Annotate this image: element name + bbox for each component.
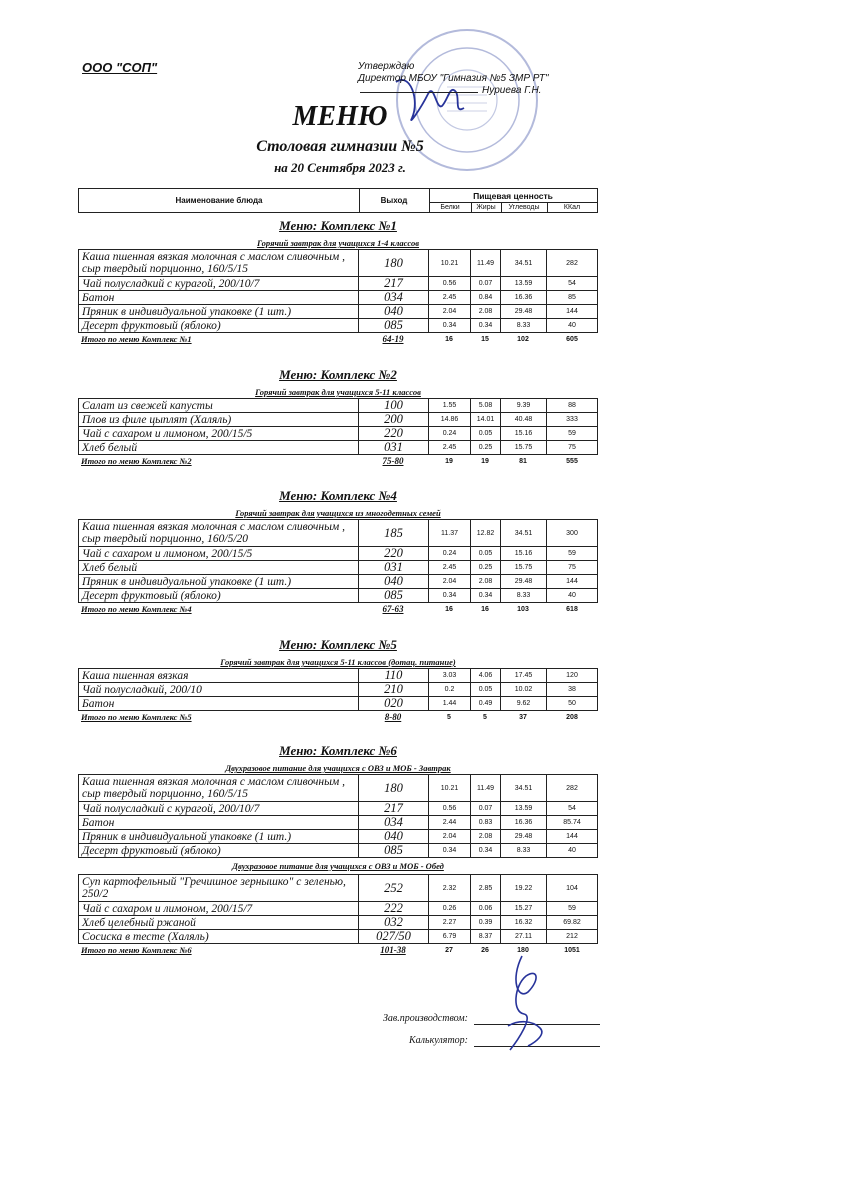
dish-kcal: 59 bbox=[568, 550, 576, 557]
dish-table bbox=[78, 249, 598, 333]
dish-fat: 0.25 bbox=[471, 441, 501, 454]
dish-protein: 10.21 bbox=[429, 775, 471, 801]
table-row bbox=[79, 775, 597, 802]
total-carbs: 102 bbox=[517, 335, 529, 343]
dish-carbs: 8.33 bbox=[501, 589, 547, 602]
dish-kcal: 40 bbox=[568, 322, 576, 329]
complex-5-section bbox=[78, 637, 598, 723]
total-kcal: 618 bbox=[566, 605, 578, 613]
menu-date: на 20 Сентября 2023 г. bbox=[274, 160, 406, 175]
dish-protein: 1.55 bbox=[429, 399, 471, 412]
dish-output: 032 bbox=[359, 916, 429, 929]
dish-carbs: 15.75 bbox=[501, 561, 547, 574]
dish-protein: 2.04 bbox=[429, 305, 471, 318]
dish-name: Суп картофельный "Гречишное зернышко" с зеленью, 250/2 bbox=[79, 875, 359, 901]
total-carbs: 37 bbox=[519, 713, 527, 721]
dish-name: Салат из свежей капусты bbox=[79, 399, 359, 412]
dish-kcal: 144 bbox=[566, 833, 578, 840]
complex-title: Меню: Комплекс №2 bbox=[279, 367, 397, 382]
table-row bbox=[79, 399, 597, 413]
total-fat: 19 bbox=[481, 457, 489, 465]
dish-name: Плов из филе цыплят (Халяль) bbox=[79, 413, 359, 426]
dish-protein: 2.44 bbox=[429, 816, 471, 829]
total-output: 8-80 bbox=[384, 712, 402, 722]
total-protein: 16 bbox=[445, 605, 453, 613]
table-row bbox=[79, 816, 597, 830]
total-output: 75-80 bbox=[382, 456, 404, 466]
dish-fat: 0.07 bbox=[471, 277, 501, 290]
dish-kcal: 40 bbox=[568, 592, 576, 599]
dish-carbs: 16.36 bbox=[501, 816, 547, 829]
production-signature bbox=[488, 950, 558, 1060]
dish-output: 085 bbox=[359, 319, 429, 332]
complex-4-section bbox=[78, 488, 598, 615]
dish-output: 031 bbox=[359, 441, 429, 454]
dish-kcal: 85.74 bbox=[563, 819, 581, 826]
dish-output: 185 bbox=[359, 520, 429, 546]
dish-name: Каша пшенная вязкая молочная с маслом сливочным , сыр твердый порционно, 160/5/20 bbox=[79, 520, 359, 546]
dish-name: Батон bbox=[79, 291, 359, 304]
dish-fat: 2.08 bbox=[471, 305, 501, 318]
dish-name: Каша пшенная вязкая молочная с маслом сливочным , сыр твердый порционно, 160/5/15 bbox=[79, 250, 359, 276]
dish-carbs: 8.33 bbox=[501, 844, 547, 857]
dish-fat: 0.39 bbox=[471, 916, 501, 929]
organization-name: ООО "СОП" bbox=[82, 60, 158, 75]
dish-fat: 0.05 bbox=[471, 547, 501, 560]
dish-protein: 0.56 bbox=[429, 802, 471, 815]
dish-fat: 2.08 bbox=[471, 830, 501, 843]
dish-name: Хлеб белый bbox=[79, 561, 359, 574]
production-head-label: Зав.производством: bbox=[382, 1013, 468, 1024]
dish-fat: 5.08 bbox=[471, 399, 501, 412]
dish-name: Чай с сахаром и лимоном, 200/15/5 bbox=[79, 547, 359, 560]
dish-output: 040 bbox=[359, 575, 429, 588]
dish-output: 210 bbox=[359, 683, 429, 696]
dish-kcal: 54 bbox=[568, 280, 576, 287]
dish-kcal: 59 bbox=[568, 430, 576, 437]
table-row bbox=[79, 930, 597, 944]
dish-output: 217 bbox=[359, 802, 429, 815]
dish-output: 085 bbox=[359, 589, 429, 602]
table-row bbox=[79, 291, 597, 305]
signature-line bbox=[360, 92, 478, 93]
total-protein: 16 bbox=[445, 335, 453, 343]
dish-table bbox=[78, 874, 598, 944]
total-fat: 16 bbox=[481, 605, 489, 613]
dish-kcal: 212 bbox=[566, 933, 578, 940]
dish-kcal: 282 bbox=[566, 259, 578, 267]
dish-name: Чай с сахаром и лимоном, 200/15/5 bbox=[79, 427, 359, 440]
meal-subtitle: Горячий завтрак для учащихся 5-11 классов bbox=[255, 387, 421, 397]
total-label: Итого по меню Комплекс №4 bbox=[81, 604, 192, 614]
page-title: МЕНЮ bbox=[292, 101, 388, 132]
total-label: Итого по меню Комплекс №6 bbox=[81, 945, 192, 955]
approval-signer: Нуриева Г.Н. bbox=[482, 85, 542, 96]
column-header-fat: Жиры bbox=[471, 202, 502, 212]
dish-protein: 2.04 bbox=[429, 575, 471, 588]
dish-kcal: 40 bbox=[568, 847, 576, 854]
dish-table bbox=[78, 398, 598, 455]
dish-output: 100 bbox=[359, 399, 429, 412]
dish-name: Десерт фруктовый (яблоко) bbox=[79, 844, 359, 857]
complex-title: Меню: Комплекс №4 bbox=[279, 488, 397, 503]
dish-protein: 2.32 bbox=[429, 875, 471, 901]
dish-carbs: 8.33 bbox=[501, 319, 547, 332]
total-kcal: 555 bbox=[566, 457, 578, 465]
dish-protein: 0.24 bbox=[429, 547, 471, 560]
dish-output: 040 bbox=[359, 830, 429, 843]
total-kcal: 605 bbox=[566, 335, 578, 343]
dish-protein: 0.34 bbox=[429, 844, 471, 857]
dish-kcal: 104 bbox=[566, 884, 578, 892]
table-row bbox=[79, 319, 597, 333]
column-header-nutrition-group bbox=[429, 189, 597, 212]
dish-protein: 2.45 bbox=[429, 441, 471, 454]
table-row bbox=[79, 844, 597, 858]
dish-fat: 2.85 bbox=[471, 875, 501, 901]
dish-carbs: 13.59 bbox=[501, 802, 547, 815]
dish-fat: 2.08 bbox=[471, 575, 501, 588]
dish-output: 180 bbox=[359, 775, 429, 801]
table-row bbox=[79, 697, 597, 711]
dish-name: Хлеб белый bbox=[79, 441, 359, 454]
dish-name: Сосиска в тесте (Халяль) bbox=[79, 930, 359, 943]
dish-name: Пряник в индивидуальной упаковке (1 шт.) bbox=[79, 575, 359, 588]
dish-carbs: 34.51 bbox=[501, 520, 547, 546]
dish-carbs: 9.62 bbox=[501, 697, 547, 710]
dish-kcal: 75 bbox=[568, 564, 576, 571]
dish-fat: 0.34 bbox=[471, 319, 501, 332]
dish-output: 110 bbox=[359, 669, 429, 682]
total-kcal: 1051 bbox=[564, 946, 580, 954]
column-header-protein: Белки bbox=[429, 202, 472, 212]
dish-output: 252 bbox=[359, 875, 429, 901]
dish-fat: 11.49 bbox=[471, 775, 501, 801]
column-header-name: Наименование блюда bbox=[79, 189, 360, 212]
total-row bbox=[78, 455, 598, 467]
column-header-output: Выход bbox=[359, 189, 430, 212]
dish-kcal: 120 bbox=[566, 672, 578, 679]
dish-name: Десерт фруктовый (яблоко) bbox=[79, 319, 359, 332]
dish-kcal: 85 bbox=[568, 294, 576, 301]
dish-carbs: 27.11 bbox=[501, 930, 547, 943]
dish-output: 220 bbox=[359, 547, 429, 560]
table-row bbox=[79, 902, 597, 916]
meal-subtitle: Двухразовое питание для учащихся с ОВЗ и МОБ - Обед bbox=[232, 861, 444, 871]
dish-output: 034 bbox=[359, 816, 429, 829]
total-row bbox=[78, 711, 598, 723]
dish-output: 020 bbox=[359, 697, 429, 710]
dish-protein: 2.04 bbox=[429, 830, 471, 843]
dish-output: 180 bbox=[359, 250, 429, 276]
dish-name: Десерт фруктовый (яблоко) bbox=[79, 589, 359, 602]
dish-carbs: 15.16 bbox=[501, 427, 547, 440]
dish-fat: 0.06 bbox=[471, 902, 501, 915]
meal-subtitle: Горячий завтрак для учащихся 5-11 классов (дотац. питание) bbox=[220, 657, 456, 667]
dish-protein: 0.26 bbox=[429, 902, 471, 915]
table-row bbox=[79, 277, 597, 291]
table-row bbox=[79, 589, 597, 603]
dish-protein: 11.37 bbox=[429, 520, 471, 546]
dish-kcal: 144 bbox=[566, 578, 578, 585]
total-carbs: 81 bbox=[519, 457, 527, 465]
dish-carbs: 34.51 bbox=[501, 250, 547, 276]
table-row bbox=[79, 547, 597, 561]
dish-protein: 0.34 bbox=[429, 589, 471, 602]
dish-output: 031 bbox=[359, 561, 429, 574]
approval-block bbox=[358, 61, 549, 97]
total-kcal: 208 bbox=[566, 713, 578, 721]
dish-fat: 0.49 bbox=[471, 697, 501, 710]
dish-name: Каша пшенная вязкая bbox=[79, 669, 359, 682]
dish-kcal: 144 bbox=[566, 308, 578, 315]
table-row bbox=[79, 875, 597, 902]
dish-protein: 14.86 bbox=[429, 413, 471, 426]
total-label: Итого по меню Комплекс №2 bbox=[81, 456, 192, 466]
dish-fat: 0.83 bbox=[471, 816, 501, 829]
total-row bbox=[78, 603, 598, 615]
dish-protein: 2.45 bbox=[429, 291, 471, 304]
total-fat: 26 bbox=[481, 946, 489, 954]
total-protein: 5 bbox=[447, 713, 451, 721]
table-row bbox=[79, 441, 597, 455]
dish-protein: 0.2 bbox=[429, 683, 471, 696]
table-row bbox=[79, 802, 597, 816]
total-output: 101-38 bbox=[380, 945, 406, 955]
dish-protein: 6.79 bbox=[429, 930, 471, 943]
dish-fat: 0.34 bbox=[471, 589, 501, 602]
dish-table bbox=[78, 519, 598, 603]
table-row bbox=[79, 683, 597, 697]
complex-title: Меню: Комплекс №1 bbox=[279, 218, 397, 233]
dish-kcal: 75 bbox=[568, 444, 576, 451]
dish-kcal: 50 bbox=[568, 700, 576, 707]
dish-fat: 0.25 bbox=[471, 561, 501, 574]
table-row bbox=[79, 830, 597, 844]
dish-protein: 10.21 bbox=[429, 250, 471, 276]
column-header-nutrition: Пищевая ценность bbox=[429, 189, 597, 203]
page-subtitle: Столовая гимназии №5 bbox=[256, 138, 424, 155]
dish-protein: 0.34 bbox=[429, 319, 471, 332]
dish-output: 034 bbox=[359, 291, 429, 304]
dish-carbs: 13.59 bbox=[501, 277, 547, 290]
column-header-carbs: Углеводы bbox=[501, 202, 548, 212]
dish-name: Пряник в индивидуальной упаковке (1 шт.) bbox=[79, 830, 359, 843]
dish-table bbox=[78, 774, 598, 858]
dish-carbs: 34.51 bbox=[501, 775, 547, 801]
table-row bbox=[79, 305, 597, 319]
table-row bbox=[79, 250, 597, 277]
dish-carbs: 40.48 bbox=[501, 413, 547, 426]
dish-protein: 2.27 bbox=[429, 916, 471, 929]
complex-title: Меню: Комплекс №5 bbox=[279, 637, 397, 652]
dish-kcal: 333 bbox=[566, 416, 578, 423]
dish-fat: 0.05 bbox=[471, 683, 501, 696]
meal-subtitle: Горячий завтрак для учащихся 1-4 классов bbox=[256, 238, 420, 248]
dish-fat: 0.07 bbox=[471, 802, 501, 815]
table-row bbox=[79, 520, 597, 547]
dish-name: Чай полусладкий с курагой, 200/10/7 bbox=[79, 802, 359, 815]
dish-kcal: 59 bbox=[568, 905, 576, 912]
dish-fat: 0.05 bbox=[471, 427, 501, 440]
complex-1-section bbox=[78, 218, 598, 345]
dish-output: 040 bbox=[359, 305, 429, 318]
total-carbs: 180 bbox=[517, 946, 529, 954]
dish-protein: 0.56 bbox=[429, 277, 471, 290]
dish-fat: 11.49 bbox=[471, 250, 501, 276]
dish-protein: 3.03 bbox=[429, 669, 471, 682]
dish-output: 220 bbox=[359, 427, 429, 440]
dish-carbs: 19.22 bbox=[501, 875, 547, 901]
dish-name: Чай с сахаром и лимоном, 200/15/7 bbox=[79, 902, 359, 915]
approval-position: Директор МБОУ "Гимназия №5 ЗМР РТ" bbox=[358, 73, 549, 84]
dish-name: Хлеб целебный ржаной bbox=[79, 916, 359, 929]
table-row bbox=[79, 575, 597, 589]
total-row bbox=[78, 333, 598, 345]
dish-table bbox=[78, 668, 598, 711]
dish-carbs: 15.27 bbox=[501, 902, 547, 915]
dish-fat: 8.37 bbox=[471, 930, 501, 943]
dish-protein: 0.24 bbox=[429, 427, 471, 440]
dish-kcal: 88 bbox=[568, 402, 576, 409]
meal-subtitle: Двухразовое питание для учащихся с ОВЗ и МОБ - Завтрак bbox=[225, 763, 451, 773]
table-row bbox=[79, 669, 597, 683]
dish-output: 200 bbox=[359, 413, 429, 426]
dish-kcal: 54 bbox=[568, 805, 576, 812]
total-label: Итого по меню Комплекс №1 bbox=[81, 334, 192, 344]
dish-protein: 2.45 bbox=[429, 561, 471, 574]
dish-output: 027/50 bbox=[359, 930, 429, 943]
table-header bbox=[78, 188, 598, 213]
dish-fat: 14.01 bbox=[471, 413, 501, 426]
dish-carbs: 10.02 bbox=[501, 683, 547, 696]
dish-name: Каша пшенная вязкая молочная с маслом сливочным , сыр твердый порционно, 160/5/15 bbox=[79, 775, 359, 801]
dish-carbs: 29.48 bbox=[501, 830, 547, 843]
dish-output: 217 bbox=[359, 277, 429, 290]
dish-name: Батон bbox=[79, 816, 359, 829]
dish-name: Чай полусладкий с курагой, 200/10/7 bbox=[79, 277, 359, 290]
total-output: 67-63 bbox=[382, 604, 404, 614]
total-carbs: 103 bbox=[517, 605, 529, 613]
approval-label: Утверждаю bbox=[358, 61, 415, 72]
total-fat: 5 bbox=[483, 713, 487, 721]
total-protein: 19 bbox=[445, 457, 453, 465]
table-row bbox=[79, 427, 597, 441]
calculator-label: Калькулятор: bbox=[409, 1035, 468, 1046]
dish-name: Чай полусладкий, 200/10 bbox=[79, 683, 359, 696]
dish-carbs: 15.16 bbox=[501, 547, 547, 560]
dish-output: 085 bbox=[359, 844, 429, 857]
column-header-kcal: ККал bbox=[563, 203, 581, 211]
dish-carbs: 9.39 bbox=[501, 399, 547, 412]
dish-fat: 4.06 bbox=[471, 669, 501, 682]
dish-kcal: 38 bbox=[568, 686, 576, 693]
dish-carbs: 29.48 bbox=[501, 305, 547, 318]
total-output: 64-19 bbox=[382, 334, 404, 344]
table-row bbox=[79, 561, 597, 575]
dish-name: Батон bbox=[79, 697, 359, 710]
total-fat: 15 bbox=[481, 335, 489, 343]
dish-name: Пряник в индивидуальной упаковке (1 шт.) bbox=[79, 305, 359, 318]
table-row bbox=[79, 413, 597, 427]
dish-carbs: 16.32 bbox=[501, 916, 547, 929]
complex-title: Меню: Комплекс №6 bbox=[279, 743, 397, 758]
complex-2-section bbox=[78, 367, 598, 467]
table-row bbox=[79, 916, 597, 930]
dish-fat: 12.82 bbox=[471, 520, 501, 546]
dish-carbs: 15.75 bbox=[501, 441, 547, 454]
total-protein: 27 bbox=[445, 946, 453, 954]
dish-kcal: 282 bbox=[566, 784, 578, 792]
total-label: Итого по меню Комплекс №5 bbox=[81, 712, 192, 722]
meal-subtitle: Горячий завтрак для учащихся из многодетных семей bbox=[235, 508, 441, 518]
dish-kcal: 300 bbox=[566, 529, 578, 537]
approval-signer-line bbox=[358, 85, 549, 97]
dish-protein: 1.44 bbox=[429, 697, 471, 710]
dish-kcal: 69.82 bbox=[563, 919, 581, 926]
dish-carbs: 16.36 bbox=[501, 291, 547, 304]
dish-carbs: 17.45 bbox=[501, 669, 547, 682]
complex-6-section bbox=[78, 743, 598, 956]
dish-carbs: 29.48 bbox=[501, 575, 547, 588]
dish-fat: 0.34 bbox=[471, 844, 501, 857]
dish-fat: 0.84 bbox=[471, 291, 501, 304]
dish-output: 222 bbox=[359, 902, 429, 915]
